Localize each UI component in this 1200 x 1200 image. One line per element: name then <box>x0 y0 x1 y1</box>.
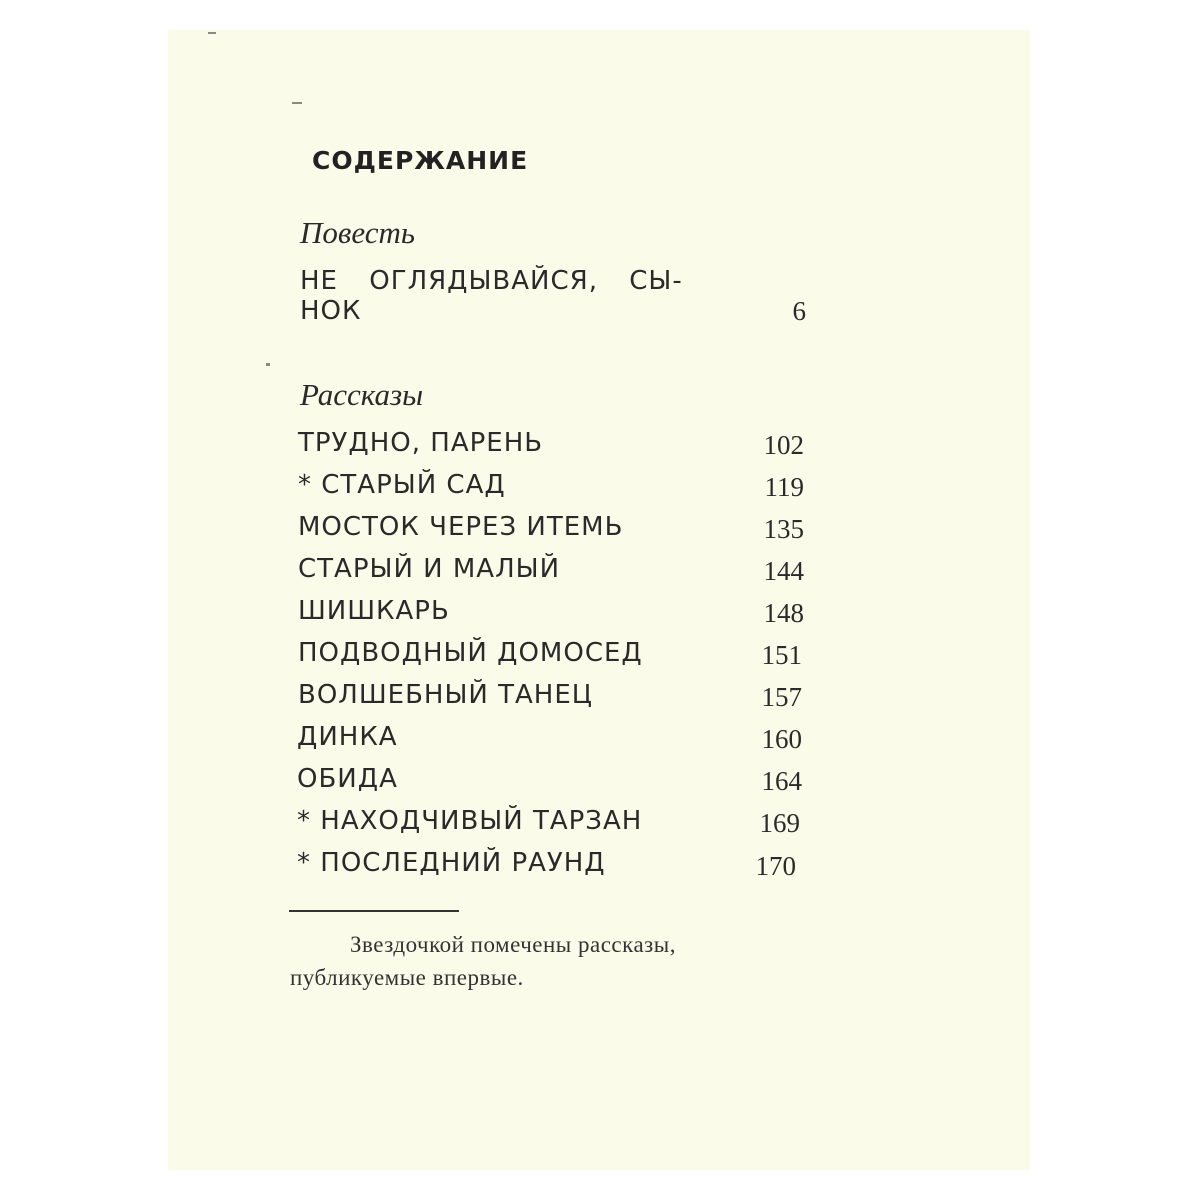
toc-entry-title: ДИНКА <box>297 722 398 752</box>
toc-entry-title: МОСТОК ЧЕРЕЗ ИТЕМЬ <box>298 512 624 542</box>
toc-entry-page: 160 <box>761 724 802 754</box>
section-label-stories: Рассказы <box>300 377 424 412</box>
toc-entry-page: 169 <box>759 808 800 838</box>
toc-entry-title: ПОДВОДНЫЙ ДОМОСЕД <box>298 638 643 668</box>
toc-entry-title: * НАХОДЧИВЫЙ ТАРЗАН <box>297 806 643 836</box>
toc-entry-title: СТАРЫЙ И МАЛЫЙ <box>298 554 561 584</box>
toc-entry-title: * СТАРЫЙ САД <box>298 470 506 500</box>
toc-entry-page: 157 <box>761 682 802 712</box>
toc-entry-title: * ПОСЛЕДНИЙ РАУНД <box>297 848 606 878</box>
paper-speck <box>266 363 270 366</box>
toc-entry-title: ТРУДНО, ПАРЕНЬ <box>298 428 544 458</box>
footnote-line: Звездочкой помечены рассказы, <box>350 932 676 957</box>
toc-entry-page: 102 <box>763 430 804 460</box>
toc-entry-page: 135 <box>763 514 804 544</box>
section-label-novella: Повесть <box>300 215 415 250</box>
footnote-divider <box>289 910 459 912</box>
footnote-line: публикуемые впервые. <box>290 965 524 990</box>
toc-entry-title: ВОЛШЕБНЫЙ ТАНЕЦ <box>298 680 593 710</box>
toc-entry-page: 164 <box>761 766 802 796</box>
toc-entry-page: 151 <box>761 640 802 670</box>
toc-entry-page: 148 <box>763 598 804 628</box>
toc-title: СОДЕРЖАНИЕ <box>312 146 529 175</box>
paper-speck <box>208 32 216 34</box>
toc-entry-page: 119 <box>764 472 804 502</box>
paper-speck <box>292 102 302 104</box>
footnote <box>290 928 790 994</box>
toc-entry-title: НЕ ОГЛЯДЫВАЙСЯ, СЫ- <box>300 266 683 296</box>
toc-entry-title-continued: НОК <box>300 296 362 326</box>
toc-entry-page: 144 <box>763 556 804 586</box>
toc-entry-title: ШИШКАРЬ <box>298 596 450 626</box>
toc-entry-page: 170 <box>755 851 796 881</box>
toc-entry-page: 6 <box>792 296 806 326</box>
toc-entry-title: ОБИДА <box>297 764 398 794</box>
